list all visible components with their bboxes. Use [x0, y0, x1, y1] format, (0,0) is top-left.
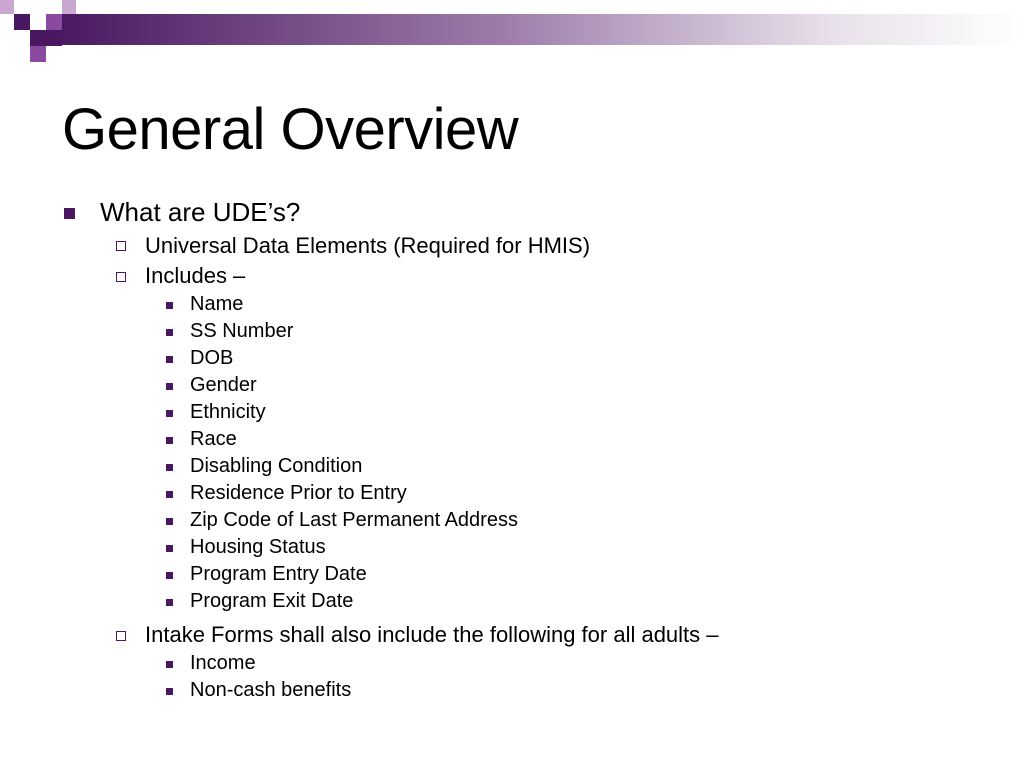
deco-square: [46, 30, 62, 46]
sub-bullet-item: Intake Forms shall also include the following for all adults –: [145, 622, 719, 647]
sub-bullet-item: Includes –: [145, 263, 246, 288]
list-item: Disabling Condition: [190, 455, 363, 477]
small-bullet-icon: [166, 491, 173, 498]
bullet-hollow-square-icon: [116, 241, 126, 251]
deco-square: [14, 14, 30, 30]
small-bullet-icon: [166, 599, 173, 606]
list-item: Non-cash benefits: [190, 679, 352, 701]
deco-square: [30, 30, 46, 46]
deco-square: [46, 14, 62, 30]
list-item: Race: [190, 428, 237, 450]
small-bullet-icon: [166, 356, 173, 363]
small-bullet-icon: [166, 688, 173, 695]
small-bullet-icon: [166, 518, 173, 525]
small-bullet-icon: [166, 464, 173, 471]
bullet-hollow-square-icon: [116, 631, 126, 641]
small-bullet-icon: [166, 302, 173, 309]
list-item: DOB: [190, 347, 234, 369]
list-item: Program Entry Date: [190, 563, 367, 585]
list-item: Ethnicity: [190, 401, 266, 423]
list-item: Zip Code of Last Permanent Address: [190, 509, 518, 531]
header-pattern: [0, 0, 1024, 62]
slide-title: General Overview: [62, 97, 519, 162]
small-bullet-icon: [166, 329, 173, 336]
small-bullet-icon: [166, 383, 173, 390]
small-bullet-icon: [166, 572, 173, 579]
list-item: Residence Prior to Entry: [190, 482, 407, 504]
sub-bullet-item: Universal Data Elements (Required for HMIS): [145, 233, 591, 258]
deco-square: [62, 0, 76, 14]
list-item: SS Number: [190, 320, 294, 342]
small-bullet-icon: [166, 437, 173, 444]
header-gradient-bar: [58, 14, 1024, 45]
header-decoration: [0, 0, 1024, 62]
deco-square: [30, 46, 46, 62]
list-item: Gender: [190, 374, 257, 396]
bullet-item: What are UDE’s?: [100, 197, 301, 227]
small-bullet-icon: [166, 410, 173, 417]
list-item: Housing Status: [190, 536, 326, 558]
small-bullet-icon: [166, 545, 173, 552]
list-item: Name: [190, 293, 244, 315]
list-item: Program Exit Date: [190, 590, 354, 612]
deco-square: [0, 0, 14, 14]
bullet-square-icon: [64, 208, 75, 219]
bullet-hollow-square-icon: [116, 272, 126, 282]
list-item: Income: [190, 652, 256, 674]
small-bullet-icon: [166, 661, 173, 668]
